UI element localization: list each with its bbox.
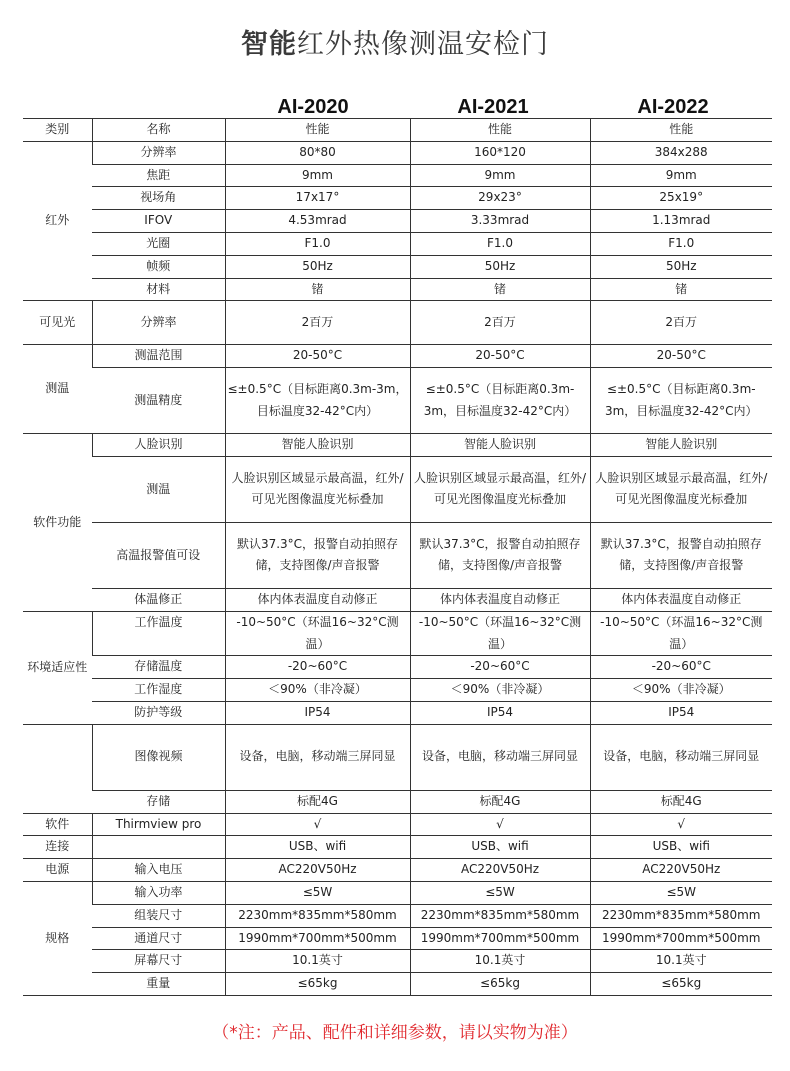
disclaimer-note: （*注：产品、配件和详细参数，请以实物为准） bbox=[212, 1023, 578, 1043]
cell-value: √ bbox=[590, 813, 772, 836]
row-label: 图像视频 bbox=[92, 724, 225, 790]
header-category: 类别 bbox=[23, 119, 92, 142]
table-row bbox=[23, 301, 772, 345]
cell-value: 1.13mrad bbox=[590, 210, 772, 233]
table-row bbox=[23, 141, 772, 164]
table-row bbox=[23, 187, 772, 210]
row-label: 体温修正 bbox=[92, 588, 225, 611]
cell-value: ≤65kg bbox=[410, 973, 590, 996]
cell-value: 智能人脸识别 bbox=[225, 434, 410, 457]
row-label: 输入电压 bbox=[92, 859, 225, 882]
cell-value: 1990mm*700mm*500mm bbox=[590, 927, 772, 950]
cell-value: ≤±0.5°C（目标距离0.3m-3m，目标温度32-42°C内） bbox=[590, 368, 772, 434]
cell-value: IP54 bbox=[225, 701, 410, 724]
row-label: 光圈 bbox=[92, 232, 225, 255]
cell-value: 160*120 bbox=[410, 141, 590, 164]
cell-value: 锗 bbox=[225, 278, 410, 301]
cell-value: 10.1英寸 bbox=[410, 950, 590, 973]
row-label: 分辨率 bbox=[92, 141, 225, 164]
header-perf: 性能 bbox=[225, 119, 410, 142]
cell-value: 2百万 bbox=[225, 301, 410, 345]
title-rest: 红外热像测温安检门 bbox=[297, 29, 549, 60]
table-header-row bbox=[23, 119, 772, 142]
header-perf: 性能 bbox=[590, 119, 772, 142]
table-row bbox=[23, 255, 772, 278]
cell-value: 锗 bbox=[410, 278, 590, 301]
row-label: 测温范围 bbox=[92, 345, 225, 368]
header-perf: 性能 bbox=[410, 119, 590, 142]
row-label: IFOV bbox=[92, 210, 225, 233]
group-label: 红外 bbox=[23, 141, 92, 301]
cell-value: ＜90%（非冷凝） bbox=[225, 679, 410, 702]
cell-value: IP54 bbox=[590, 701, 772, 724]
cell-value: 2百万 bbox=[410, 301, 590, 345]
group-label: 规格 bbox=[23, 881, 92, 995]
table-row bbox=[23, 859, 772, 882]
group-label: 测温 bbox=[23, 345, 92, 434]
cell-value: √ bbox=[410, 813, 590, 836]
cell-value: USB、wifi bbox=[590, 836, 772, 859]
table-row bbox=[23, 611, 772, 656]
row-label: 存储 bbox=[92, 790, 225, 813]
cell-value: 设备，电脑，移动端三屏同显 bbox=[410, 724, 590, 790]
cell-value: 10.1英寸 bbox=[590, 950, 772, 973]
cell-value: ≤5W bbox=[410, 881, 590, 904]
cell-value: ≤65kg bbox=[590, 973, 772, 996]
cell-value: 2230mm*835mm*580mm bbox=[225, 904, 410, 927]
table-row bbox=[23, 164, 772, 187]
table-row bbox=[23, 278, 772, 301]
row-label: Thirmview pro bbox=[92, 813, 225, 836]
row-label: 存储温度 bbox=[92, 656, 225, 679]
cell-value: ≤65kg bbox=[225, 973, 410, 996]
table-row bbox=[23, 950, 772, 973]
cell-value: 50Hz bbox=[225, 255, 410, 278]
cell-value: 体内体表温度自动修正 bbox=[590, 588, 772, 611]
table-row bbox=[23, 434, 772, 457]
row-label: 防护等级 bbox=[92, 701, 225, 724]
cell-value: 9mm bbox=[410, 164, 590, 187]
row-label: 焦距 bbox=[92, 164, 225, 187]
cell-value: 50Hz bbox=[410, 255, 590, 278]
cell-value: 设备，电脑，移动端三屏同显 bbox=[590, 724, 772, 790]
cell-value: AC220V50Hz bbox=[590, 859, 772, 882]
cell-value: 20-50°C bbox=[410, 345, 590, 368]
cell-value: 体内体表温度自动修正 bbox=[225, 588, 410, 611]
cell-value: ≤±0.5°C（目标距离0.3m-3m，目标温度32-42°C内） bbox=[410, 368, 590, 434]
model-name: AI-2021 bbox=[457, 96, 529, 118]
row-label: 重量 bbox=[92, 973, 225, 996]
cell-value: ＜90%（非冷凝） bbox=[590, 679, 772, 702]
cell-value: 1990mm*700mm*500mm bbox=[410, 927, 590, 950]
cell-value: 25x19° bbox=[590, 187, 772, 210]
spec-table bbox=[23, 118, 772, 996]
cell-value: 10.1英寸 bbox=[225, 950, 410, 973]
cell-value: √ bbox=[225, 813, 410, 836]
group-label: 电源 bbox=[23, 859, 92, 882]
cell-value: 标配4G bbox=[225, 790, 410, 813]
table-row bbox=[23, 836, 772, 859]
cell-value: 2230mm*835mm*580mm bbox=[590, 904, 772, 927]
cell-value: ≤5W bbox=[225, 881, 410, 904]
table-row bbox=[23, 345, 772, 368]
row-label: 测温精度 bbox=[92, 368, 225, 434]
cell-value: 3.33mrad bbox=[410, 210, 590, 233]
row-label: 输入功率 bbox=[92, 881, 225, 904]
cell-value: AC220V50Hz bbox=[225, 859, 410, 882]
row-label: 高温报警值可设 bbox=[92, 522, 225, 588]
table-row bbox=[23, 724, 772, 790]
cell-value: 智能人脸识别 bbox=[410, 434, 590, 457]
row-label: 通道尺寸 bbox=[92, 927, 225, 950]
table-row bbox=[23, 881, 772, 904]
group-label-empty bbox=[23, 724, 92, 813]
row-label bbox=[92, 836, 225, 859]
cell-value: 2230mm*835mm*580mm bbox=[410, 904, 590, 927]
cell-value: 锗 bbox=[590, 278, 772, 301]
cell-value: 1990mm*700mm*500mm bbox=[225, 927, 410, 950]
model-name: AI-2022 bbox=[637, 96, 709, 118]
table-row bbox=[23, 701, 772, 724]
cell-value: 体内体表温度自动修正 bbox=[410, 588, 590, 611]
cell-value: 384x288 bbox=[590, 141, 772, 164]
cell-value: 默认37.3°C，报警自动拍照存储，支持图像/声音报警 bbox=[225, 522, 410, 588]
cell-value: 9mm bbox=[590, 164, 772, 187]
cell-value: -10~50°C（环温16~32°C测温） bbox=[225, 611, 410, 656]
cell-value: 2百万 bbox=[590, 301, 772, 345]
cell-value: 9mm bbox=[225, 164, 410, 187]
cell-value: -20~60°C bbox=[410, 656, 590, 679]
group-label: 软件功能 bbox=[23, 434, 92, 612]
cell-value: USB、wifi bbox=[410, 836, 590, 859]
cell-value: IP54 bbox=[410, 701, 590, 724]
cell-value: AC220V50Hz bbox=[410, 859, 590, 882]
cell-value: 人脸识别区域显示最高温，红外/可见光图像温度光标叠加 bbox=[590, 456, 772, 522]
cell-value: USB、wifi bbox=[225, 836, 410, 859]
group-label: 环境适应性 bbox=[23, 611, 92, 724]
table-row bbox=[23, 656, 772, 679]
group-label: 连接 bbox=[23, 836, 92, 859]
table-row bbox=[23, 210, 772, 233]
cell-value: F1.0 bbox=[410, 232, 590, 255]
cell-value: 人脸识别区域显示最高温，红外/可见光图像温度光标叠加 bbox=[410, 456, 590, 522]
row-label: 工作湿度 bbox=[92, 679, 225, 702]
row-label: 工作温度 bbox=[92, 611, 225, 656]
cell-value: 标配4G bbox=[590, 790, 772, 813]
row-label: 测温 bbox=[92, 456, 225, 522]
cell-value: -20~60°C bbox=[225, 656, 410, 679]
cell-value: 4.53mrad bbox=[225, 210, 410, 233]
table-row bbox=[23, 588, 772, 611]
cell-value: 人脸识别区域显示最高温，红外/可见光图像温度光标叠加 bbox=[225, 456, 410, 522]
table-row bbox=[23, 368, 772, 434]
cell-value: -20~60°C bbox=[590, 656, 772, 679]
table-row bbox=[23, 904, 772, 927]
table-row bbox=[23, 813, 772, 836]
table-row bbox=[23, 232, 772, 255]
table-row bbox=[23, 456, 772, 522]
cell-value: 默认37.3°C，报警自动拍照存储，支持图像/声音报警 bbox=[590, 522, 772, 588]
model-header bbox=[0, 96, 790, 120]
table-row bbox=[23, 790, 772, 813]
cell-value: ≤5W bbox=[590, 881, 772, 904]
row-label: 分辨率 bbox=[92, 301, 225, 345]
row-label: 帧频 bbox=[92, 255, 225, 278]
title-bold: 智能 bbox=[241, 29, 297, 60]
cell-value: -10~50°C（环温16~32°C测温） bbox=[410, 611, 590, 656]
row-label: 屏幕尺寸 bbox=[92, 950, 225, 973]
cell-value: 20-50°C bbox=[225, 345, 410, 368]
row-label: 视场角 bbox=[92, 187, 225, 210]
table-row bbox=[23, 522, 772, 588]
page-title bbox=[0, 22, 790, 61]
cell-value: ＜90%（非冷凝） bbox=[410, 679, 590, 702]
table-row bbox=[23, 927, 772, 950]
cell-value: F1.0 bbox=[225, 232, 410, 255]
cell-value: 80*80 bbox=[225, 141, 410, 164]
group-label: 可见光 bbox=[23, 301, 92, 345]
cell-value: F1.0 bbox=[590, 232, 772, 255]
table-row bbox=[23, 679, 772, 702]
row-label: 组装尺寸 bbox=[92, 904, 225, 927]
cell-value: 20-50°C bbox=[590, 345, 772, 368]
row-label: 人脸识别 bbox=[92, 434, 225, 457]
row-label: 材料 bbox=[92, 278, 225, 301]
cell-value: 17x17° bbox=[225, 187, 410, 210]
group-label: 软件 bbox=[23, 813, 92, 836]
cell-value: 智能人脸识别 bbox=[590, 434, 772, 457]
header-name: 名称 bbox=[92, 119, 225, 142]
model-name: AI-2020 bbox=[277, 96, 349, 118]
cell-value: ≤±0.5°C（目标距离0.3m-3m，目标温度32-42°C内） bbox=[225, 368, 410, 434]
cell-value: 29x23° bbox=[410, 187, 590, 210]
cell-value: 设备，电脑，移动端三屏同显 bbox=[225, 724, 410, 790]
cell-value: 50Hz bbox=[590, 255, 772, 278]
table-row bbox=[23, 973, 772, 996]
cell-value: -10~50°C（环温16~32°C测温） bbox=[590, 611, 772, 656]
cell-value: 标配4G bbox=[410, 790, 590, 813]
cell-value: 默认37.3°C，报警自动拍照存储，支持图像/声音报警 bbox=[410, 522, 590, 588]
